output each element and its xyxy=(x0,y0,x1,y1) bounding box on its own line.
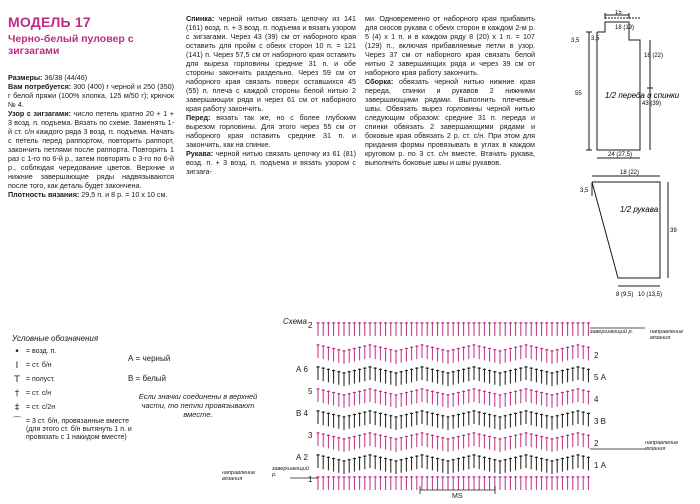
schema-title: Схема xyxy=(283,317,307,326)
dim-sleeve-b10: 10 (13,5) xyxy=(638,292,663,298)
row-label-left: 5 xyxy=(308,387,313,396)
schema-bot-dir-left: направление вязания xyxy=(222,470,256,482)
schema-top-note: завершающий р. xyxy=(590,329,634,335)
schema-top-dir: направление вязания xyxy=(650,329,684,341)
dim-sleeve-h39: 39 xyxy=(670,228,677,234)
dim-w15: 15 xyxy=(615,10,622,16)
paragraph: ми. Одновременно от наборного края прибавить для скосов рукава с обеих сторон в каждом 2-м р. 5 (4) х 1 п. и в каждом ряду 8 (20) х 1 п. = 107 (129) п., включая прибавляемые петли в узор. Через 37 см от наборного края связать белой нитью 2 завершающих ряда и через 39 см от наборного края работу закончить. xyxy=(365,14,535,77)
legend-item: • = возд. п. xyxy=(8,348,168,356)
row-label-left: 1 xyxy=(308,475,313,484)
legend-color-b: В = белый xyxy=(128,374,167,383)
row-label-right: 5 А xyxy=(594,373,607,382)
legend-title: Условные обозначения xyxy=(12,334,99,343)
text-column-1 xyxy=(8,73,174,199)
legend-note: Если значки соединены в верхней части, то петли провязывают вместе. xyxy=(138,392,258,419)
crochet-schema xyxy=(290,318,700,504)
page-title: МОДЕЛЬ 17 xyxy=(8,14,91,30)
schema-row xyxy=(316,410,590,430)
paragraph: Вам потребуется: 300 (400) г черной и 250 (350) г белой пряжи (100% хлопка, 125 м/50 г); крючок № 4. xyxy=(8,82,174,109)
legend-item: I = ст. б/н xyxy=(8,362,168,370)
paragraph: Рукава: черной нитью связать цепочку из 61 (81) возд. п. + 3 возд. п. подъема и вязать узором с зигзага- xyxy=(186,149,356,176)
legend-symbol-icon: • xyxy=(14,347,20,357)
schema-row xyxy=(316,344,590,364)
pattern-front-back xyxy=(545,10,695,160)
schema-row xyxy=(316,366,590,386)
legend-item: † = ст. с/н xyxy=(8,390,168,398)
legend-symbol-icon: T xyxy=(14,375,20,385)
text-column-3 xyxy=(365,14,535,167)
row-label-right: 2 xyxy=(594,351,599,360)
schema-repeat-label: МS xyxy=(452,493,463,500)
schema-bot-dir-right: направление вязания xyxy=(645,440,679,452)
paragraph: Сборка: обвязать черной нитью нижние края переда, спинки и рукавов 2 нижними завершающими рядами. Выполнить плечевые швы. Обвязать вырез горловины черной нитью следующим образом: средние 31 п. переда и спинки обвязать 2 завершающими рядами и боковые края обвязать 2 р. ст. с/н. При этом для придания формы провязывать в углах в каждом круговом р. по 3 ст. с/н вместе. Втачать рукава, выполнить боковые швы и швы рукавов. xyxy=(365,77,535,167)
dim-h43: 43 (39) xyxy=(642,101,662,107)
schema-row xyxy=(316,388,590,408)
paragraph: Размеры: 36/38 (44/46) xyxy=(8,73,88,82)
paragraph: Перед: вязать так же, но с более глубоким вырезом горловины. Для этого через 55 см от наборного края оставить средние 31 п. и закончить, как на спинке. xyxy=(186,113,356,149)
row-label-right: 3 В xyxy=(594,417,607,426)
legend-item: ⌒ = 3 ст. б/н, провязанные вместе (для этого ст. б/н вытянуть 1 п. и провязать с 1 накидом вместе) xyxy=(8,418,168,442)
dim-sleeve-h35: 3,5 xyxy=(580,188,589,194)
row-label-right: 4 xyxy=(594,395,599,404)
schema-row xyxy=(316,432,590,452)
legend-symbol-icon: ⌒ xyxy=(12,417,22,427)
paragraph: Узор с зигзагами: число петель кратно 20 + 1 + 3 возд. п. подъема. Вязать по схеме. Заменять 1-й ст. с/н каждого ряда 3 возд. п. подъема. Начать с петель перед раппортом, повторить раппорт, закончить петлями после раппорта. Повторить 1 раз с 1-го по 6-й р., затем повторять с 3-го по 6-й р., соблюдая чередование цветов. Верхние и нижние завершающие ряды надвязываются после того, как деталь будет закончена. xyxy=(8,109,174,190)
schema-bot-note-left: завершающий р. xyxy=(272,466,309,478)
sleeve-label: 1/2 рукава xyxy=(620,205,659,214)
row-label-left: 3 xyxy=(308,431,313,440)
dim-h18: 18 (22) xyxy=(644,53,664,59)
paragraph: Спинка: черной нитью связать цепочку из 141 (161) возд. п. + 3 возд. п. подъема и вязать узором с зигзагами. Через 43 (39) см от наборного края оставить для пройм с обеих сторон 10 п. = 121 (141) п. Через 57,5 см от наборного края оставить для выреза горловины средние 31 п. и обе стороны закончить раздельно. Через 59 см от наборного края связать поверх оставшихся 45 (55) п. плеча с каждой стороны белой нитью 2 завершающих ряда и через 61 см от наборного края работу закончить. xyxy=(186,14,356,113)
dim-w24: 24 (27,5) xyxy=(608,152,633,158)
schema-row xyxy=(316,322,590,336)
dim-w18: 18 (19) xyxy=(615,25,635,31)
dim-sleeve-w18: 18 (22) xyxy=(620,170,640,176)
dim-h35b: 3,5 xyxy=(571,38,580,44)
dim-h35a: 3,5 xyxy=(591,36,600,42)
schema-row xyxy=(316,476,590,490)
row-label-left: В 4 xyxy=(296,409,309,418)
row-label-left: А 6 xyxy=(296,365,309,374)
legend-symbol-icon: I xyxy=(15,361,19,371)
pattern-sleeve xyxy=(580,168,695,303)
schema-row xyxy=(316,454,590,474)
legend-symbol-icon: ‡ xyxy=(14,403,20,413)
legend-item: T = полуст. xyxy=(8,376,168,384)
piece-label: 1/2 переда и спинки xyxy=(605,91,680,100)
row-label-left: А 2 xyxy=(296,453,309,462)
row-label-left: 2 xyxy=(308,321,313,330)
row-label-right: 1 А xyxy=(594,461,607,470)
text-column-2 xyxy=(186,14,356,176)
legend-item: ‡ = ст. с/2н xyxy=(8,404,168,412)
legend-symbol-icon: † xyxy=(14,389,20,399)
dim-h55: 55 xyxy=(575,91,582,97)
row-label-right: 2 xyxy=(594,439,599,448)
paragraph: Плотность вязания: 29,5 п. и 8 р. = 10 х 10 см. xyxy=(8,190,168,199)
page-subtitle: Черно-белый пуловер с зигзагами xyxy=(8,33,134,57)
dim-sleeve-b8: 8 (9,5) xyxy=(616,292,634,298)
legend-color-a: А = черный xyxy=(128,354,171,363)
